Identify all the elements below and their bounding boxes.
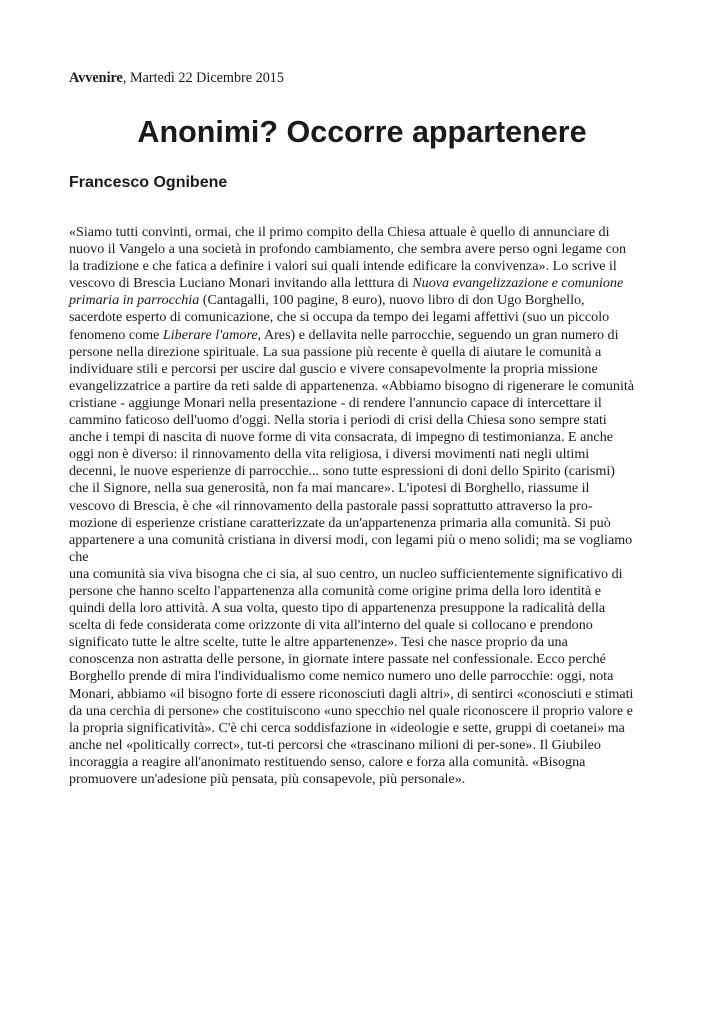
body-line [69,737,669,754]
text-segment: quindi della loro attività. A sua volta, questo tipo di appartenenza presuppone la radicalità della [69,600,606,617]
body-line [69,515,669,532]
text-segment: scelta di fede considerata come orizzonte di vita all'interno del quale si collocano e prendono [69,617,593,634]
body-line [69,532,669,549]
body-line [69,412,669,429]
body-line [69,344,669,361]
body-line [69,549,669,566]
text-segment: Borghello prende di mira l'individualismo come nemico numero uno delle parrocchie: oggi, nota [69,668,614,685]
body-line [69,617,669,634]
body-line [69,429,669,446]
body-line [69,224,669,241]
body-line [69,720,669,737]
text-segment: Monari, abbiamo «il bisogno forte di essere riconosciuti dagli altri», di sentirci «conosciuti e stimati [69,685,634,702]
body-line [69,275,669,292]
text-segment: (Cantagalli, 100 pagine, 8 euro), nuovo libro di don Ugo Borghello, [199,292,585,309]
italic-title-segment: Nuova evangelizzazione e comunione [412,275,624,292]
body-line [69,361,669,378]
body-line [69,395,669,412]
article-title: Anonimi? Occorre appartenere [137,115,587,149]
body-line [69,327,669,344]
text-segment: cammino faticoso dell'uomo d'oggi. Nella storia i periodi di crisi della Chiesa sono sempre stati [69,412,607,429]
text-segment: significato tutte le altre scelte, tutte le altre appartenenze». Tesi che nasce proprio da una [69,634,568,651]
text-segment: conoscenza non astratta delle persone, in giornate intere passate nel confessionale. Ecco perché [69,651,606,668]
text-segment: evangelizzatrice a partire da reti salde di appartenenza. «Abbiamo bisogno di rigenerare le comunità [69,377,635,394]
text-segment: promuovere un'adesione più pensata, più consapevole, più personale». [69,771,466,787]
text-segment: mozione di esperienze cristiane caratterizzate da un'appartenenza primaria alla comunità. Si può [69,514,611,531]
body-line [69,258,669,275]
text-segment: da una cerchia di persone» che costituiscono «uno specchio nel quale riconoscere il proprio valore e [69,702,633,719]
dateline [69,70,284,87]
text-segment: cristiane - aggiunge Monari nella presentazione - di rendere l'annuncio capace di intercettare il [69,394,602,411]
text-segment: sacerdote esperto di comunicazione, che si occupa da tempo dei legami affettivi (suo un piccolo [69,309,610,326]
body-line [69,378,669,395]
article-body [69,224,669,788]
text-segment: nuovo il Vangelo a una società in profondo cambiamento, che sembra avere perso ogni legame con [69,241,627,258]
text-segment: fenomeno come [69,326,163,343]
body-line [69,703,669,720]
body-line [69,583,669,600]
text-segment: appartenere a una comunità cristiana in diversi modi, con legami più o meno solidi; ma se vogliamo [69,531,633,548]
publication-date: , Martedì 22 Dicembre 2015 [122,70,284,86]
text-segment: una comunità sia viva bisogna che ci sia, al suo centro, un nucleo sufficientemente significativo di [69,565,623,582]
body-line [69,634,669,651]
article-author: Francesco Ognibene [69,174,228,191]
text-segment: vescovo di Brescia, è che «il rinnovamento della pastorale passi soprattutto attraverso la pro- [69,497,593,514]
text-segment: che [69,548,89,565]
body-line [69,463,669,480]
text-segment: , Ares) e dellavita nelle parrocchie, seguendo un gran numero di [257,326,619,343]
text-segment: incoraggia a reagire all'anonimato restituendo senso, calore e forza alla comunità. «Bisogna [69,753,586,770]
text-segment: individuare stili e percorsi per uscire dal guscio e vivere consapevolmente la propria missione [69,360,598,377]
body-line [69,651,669,668]
text-segment: la propria significatività». C'è chi cerca soddisfazione in «ideologie e sette, gruppi di coetanei» ma [69,719,625,736]
body-line [69,754,669,771]
body-line [69,446,669,463]
body-line [69,566,669,583]
italic-title-segment: Liberare l'amore [162,326,258,343]
text-segment: persone che hanno scelto l'appartenenza alla comunità come origine prima della loro identità e [69,582,602,599]
body-line [69,771,669,788]
text-segment: la tradizione e che fatica a definire i valori sui quali intende edificare la convivenza». Lo scrive il [69,258,617,275]
body-line [69,600,669,617]
body-line [69,241,669,258]
text-segment: oggi non è diverso: il rinnovamento della vita religiosa, i diversi movimenti nati negli ultimi [69,446,590,463]
text-segment: decenni, le nuove esperienze di parrocchie... sono tutte espressioni di doni dello Spirito (carismi) [69,463,615,480]
text-segment: anche i tempi di nascita di nuove forme di vita consacrata, di impegno di testimonianza. E anche [69,429,613,446]
body-line [69,309,669,326]
text-segment: «Siamo tutti convinti, ormai, che il primo compito della Chiesa attuale è quello di annunciare di [69,224,610,240]
text-segment: che il Signore, nella sua generosità, non fa mai mancare». L'ipotesi di Borghello, riassume il [69,480,590,497]
text-segment: persone nella direzione spirituale. La sua passione più recente è quella di aiutare le comunità a [69,343,602,360]
body-line [69,480,669,497]
body-line [69,292,669,309]
body-line [69,668,669,685]
text-segment: vescovo di Brescia Luciano Monari invitando alla letttura di [69,275,413,292]
newspaper-name: Avvenire [69,70,123,86]
text-segment: anche nel «politically correct», tut-ti percorsi che «trascinano milioni di per-sone». Il Giubileo [69,736,601,753]
italic-title-segment: primaria in parrocchia [69,292,200,309]
body-line [69,498,669,515]
body-line [69,686,669,703]
